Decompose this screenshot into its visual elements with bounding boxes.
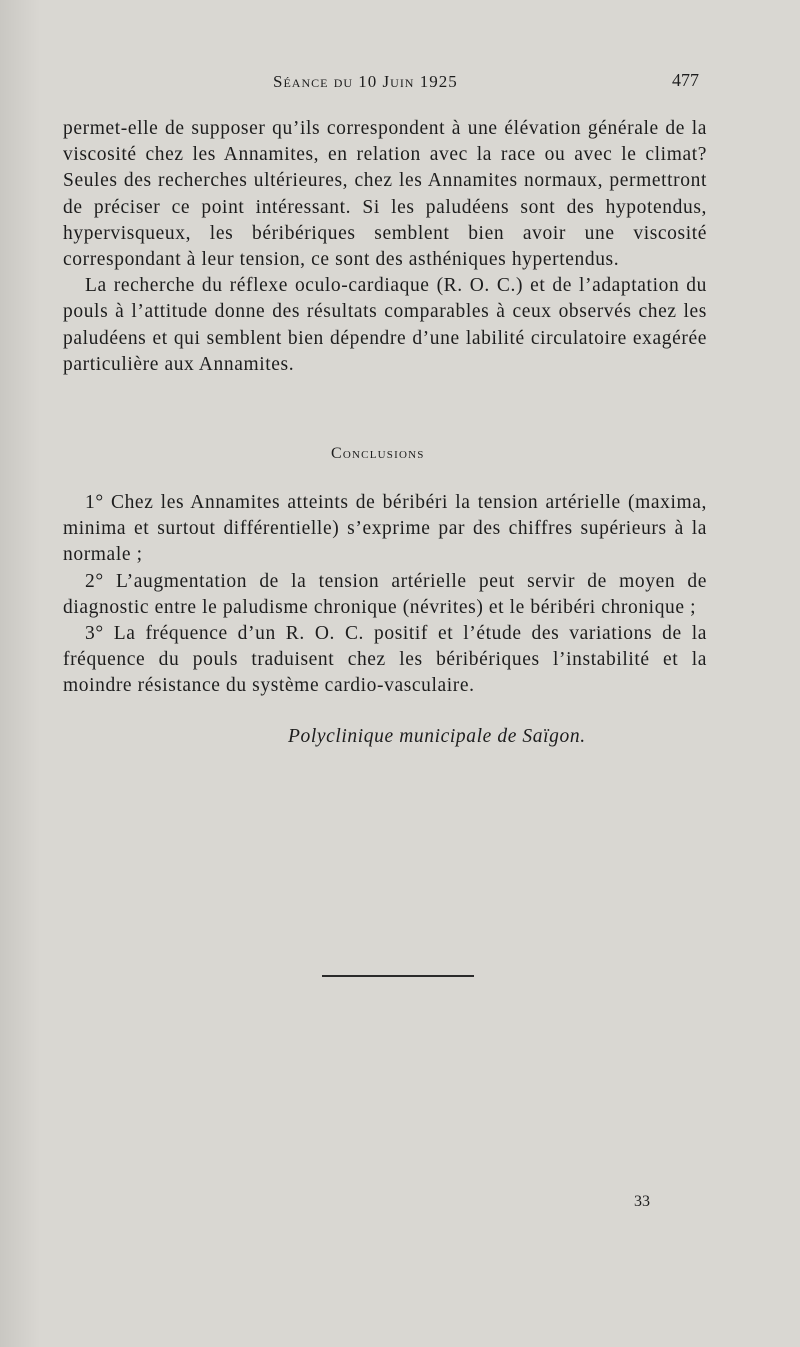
section-heading: Conclusions (331, 445, 425, 462)
signature: Polyclinique municipale de Saïgon. (288, 726, 586, 747)
conclusions-list (63, 490, 707, 700)
signature-mark: 33 (634, 1193, 650, 1210)
body-text (63, 116, 707, 378)
running-head: Séance du 10 Juin 1925 (273, 72, 458, 91)
paragraph: La recherche du réflexe oculo-cardiaque (R. O. C.) et de l’adaptation du pouls à l’attitude donne des résultats comparables à ceux observés chez les paludéens et qui semblent bien dépendre d’une labilité circulatoire exagérée particulière aux Annamites. (63, 275, 707, 375)
list-item: 3° La fréquence d’un R. O. C. positif et l’étude des variations de la fréquence du pouls traduisent chez les béribériques l’instabilité et la moindre résistance du système cardio-vasculaire. (63, 623, 707, 697)
page-number: 477 (672, 70, 699, 90)
end-rule (322, 975, 474, 977)
paragraph: permet-elle de supposer qu’ils correspondent à une élévation générale de la viscosité chez les Annamites, en relation avec la race ou avec le climat? Seules des recherches ultérieures, chez les Annamites normaux, permettront de préciser ce point intéressant. Si les paludéens sont des hypotendus, hypervisqueux, les béribériques semblent bien avoir une viscosité correspondant à leur tension, ce sont des asthéniques hypertendus. (63, 118, 707, 271)
list-item: 2° L’augmentation de la tension artérielle peut servir de moyen de diagnostic entre le paludisme chronique (névrites) et le béribéri chronique ; (63, 570, 707, 618)
list-item: 1° Chez les Annamites atteints de béribéri la tension artérielle (maxima, minima et surtout différentielle) s’exprime par des chiffres supérieurs à la normale ; (63, 492, 707, 566)
